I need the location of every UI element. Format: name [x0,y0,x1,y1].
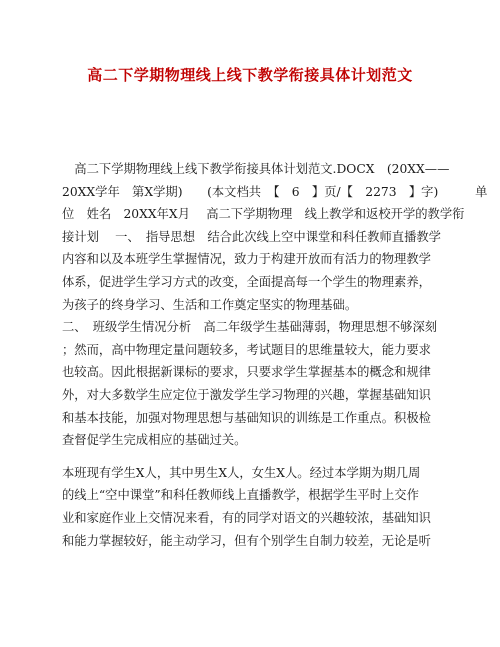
body-line: 内容和以及本班学生掌握情况，致力于构建开放而有活力的物理教学 [62,252,431,267]
body-line: 为孩子的终身学习、生活和工作奠定坚实的物理基础。 [62,297,358,312]
document-title: 高二下学期物理线上线下教学衔接具体计划范文 [87,66,413,84]
body-line: 20XX学年 第X学期) (本文档共 【 6 】页/【 2273 】字) 单 [62,184,488,199]
body-line: 和基本技能，加强对物理思想与基础知识的训练是工作重点。积极检 [62,410,431,425]
document-body [62,158,488,552]
paragraph-gap [62,452,432,462]
body-line: 业和家庭作业上交情况来看，有的同学对语文的兴趣较浓，基础知识 [62,510,431,525]
body-line: 体系，促进学生学习方式的改变，全面提高每一个学生的物理素养， [62,274,431,289]
body-line: 本班现有学生X人，其中男生X人，女生X人。经过本学期为期几周 [62,465,421,480]
body-line: 二、 班级学生情况分析 高二年级学生基础薄弱，物理思想不够深刻 [62,320,438,335]
body-line: 高二下学期物理线上线下教学衔接具体计划范文.DOCX (20XX—— [62,162,450,176]
body-line: 查督促学生完成相应的基础过关。 [62,433,247,448]
body-line: 接计划 一、 指导思想 结合此次线上空中课堂和科任教师直播教学 [62,229,441,244]
body-line: 位 姓名 20XX年X月 高二下学期物理 线上教学和返校开学的教学衔 [62,207,465,222]
body-line: ；然而，高中物理定量问题较多，考试题目的思维量较大，能力要求 [62,342,431,357]
body-line: 也较高。因此根据新课标的要求，只要求学生掌握基本的概念和规律 [62,365,431,380]
body-line: 和能力掌握较好，能主动学习，但有个别学生自制力较差，无论是听 [62,533,431,548]
body-line: 外，对大多数学生应定位于激发学生学习物理的兴趣，掌握基础知识 [62,387,431,402]
body-line: 的线上“空中课堂”和科任教师线上直播教学，根据学生平时上交作 [62,488,419,503]
